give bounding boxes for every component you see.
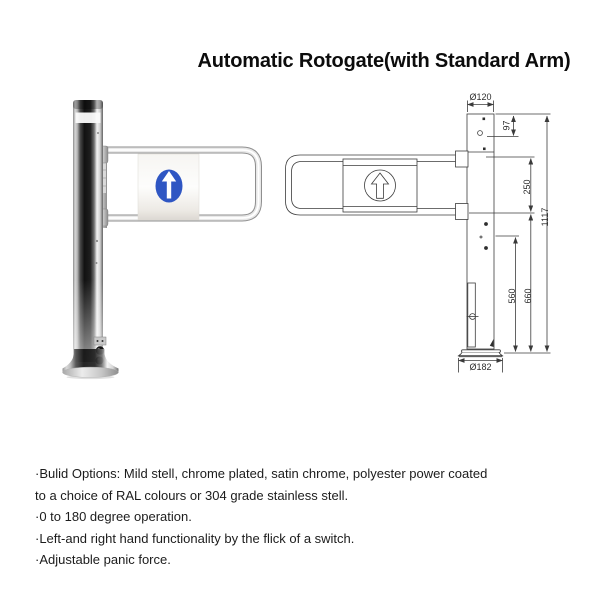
feature-list xyxy=(35,463,555,571)
post-reflection-band xyxy=(76,113,101,124)
feature-line-operation: ·0 to 180 degree operation. xyxy=(35,509,192,525)
feature-line-handedness: ·Left-and right hand functionality by the flick of a switch. xyxy=(35,530,355,546)
dim-arm-height: 660 xyxy=(523,288,533,304)
drawing-bracket-top xyxy=(456,151,469,167)
dim-post-diameter: Ø120 xyxy=(469,92,492,102)
drawing-base xyxy=(459,350,503,357)
drawing-access-panel xyxy=(467,283,479,347)
page-title: Automatic Rotogate(with Standard Arm) xyxy=(197,50,571,72)
feature-line-build-options: ·Bulid Options: Mild stell, chrome plated, satin chrome, polyester power coated xyxy=(35,466,488,481)
dim-top-section: 97 xyxy=(501,120,512,131)
drawing-bracket-bottom xyxy=(456,204,469,220)
post-cap xyxy=(73,100,103,109)
dim-base-diameter: Ø182 xyxy=(469,362,492,372)
dim-lower-section: 560 xyxy=(507,288,517,304)
drawing-small-hole xyxy=(480,236,482,238)
dim-total-height: 1117 xyxy=(540,207,550,227)
gate-base xyxy=(63,349,119,377)
drawing-sign-panel xyxy=(343,159,417,212)
drawing-keyhole-top xyxy=(478,131,483,136)
feature-line-build-options-2: to a choice of RAL colours or 304 grade stainless stell. xyxy=(35,487,349,503)
technical-drawing xyxy=(286,92,551,373)
feature-line-panic-force: ·Adjustable panic force. xyxy=(35,552,171,568)
product-photo xyxy=(63,100,259,379)
dim-arm-section: 250 xyxy=(522,179,532,195)
